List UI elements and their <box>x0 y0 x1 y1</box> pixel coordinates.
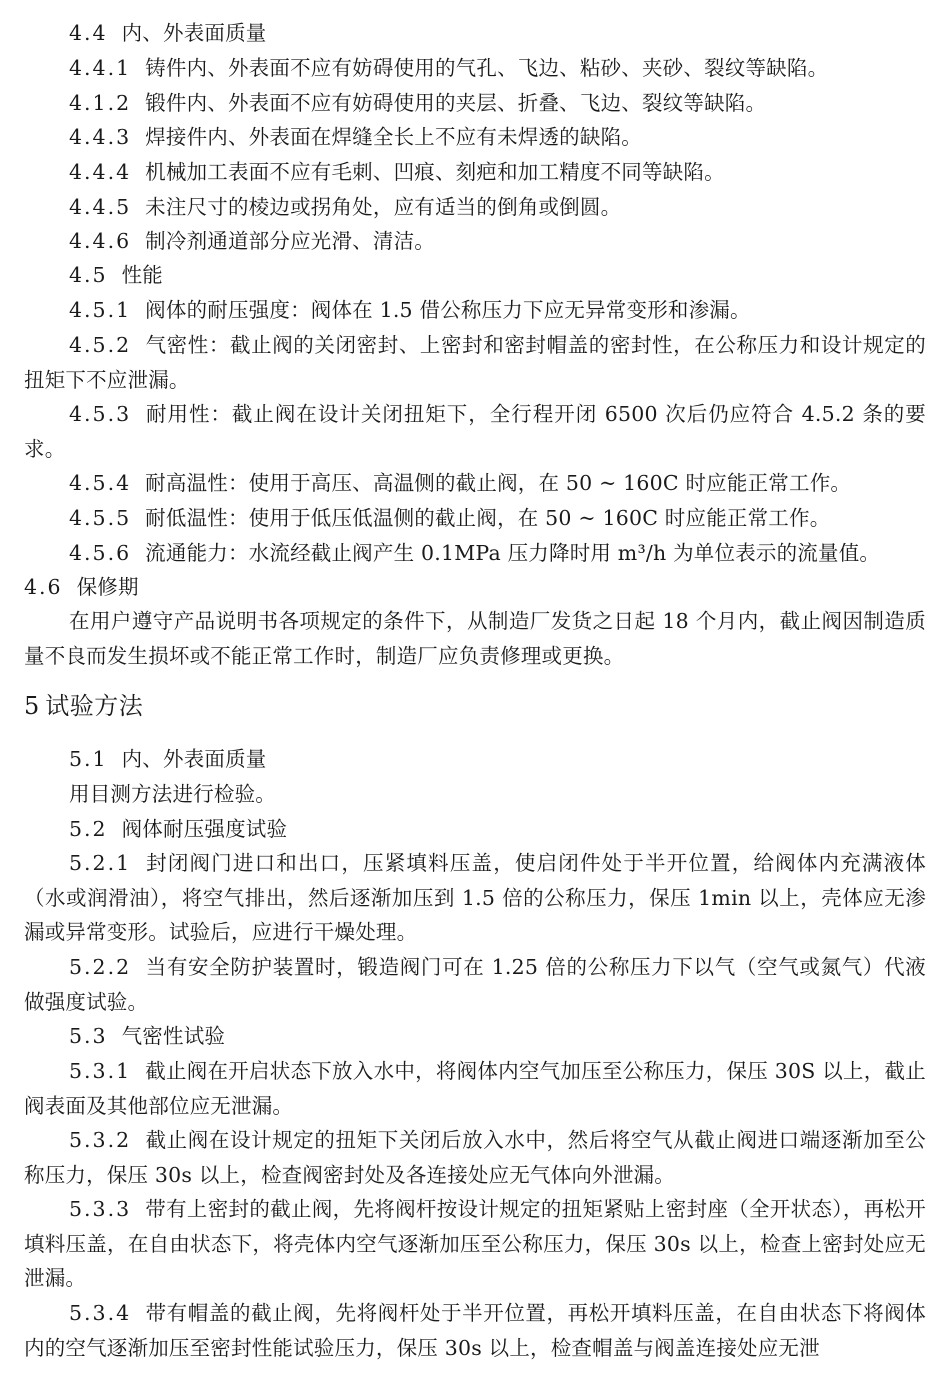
clause-text: 锻件内、外表面不应有妨碍使用的夹层、折叠、飞边、裂纹等缺陷。 <box>145 91 767 115</box>
clause-number: 5.3.1 <box>69 1059 132 1083</box>
clause-4-5-6 <box>24 536 926 571</box>
clause-text: 阀体耐压强度试验 <box>121 817 288 841</box>
clause-text: 带有上密封的截止阀，先将阀杆按设计规定的扭矩紧贴上密封座（全开状态），再松开填料压盖，在自由状态下，将壳体内空气逐渐加压至公称压力，保压 30s 以上，检查上密封处应无泄漏。 <box>24 1197 926 1290</box>
clause-number: 5.3.4 <box>69 1301 132 1325</box>
clause-4-4-5 <box>24 190 926 225</box>
inspection-method-paragraph <box>24 777 926 812</box>
warranty-paragraph <box>24 604 926 673</box>
clause-number: 5.3 <box>69 1024 108 1048</box>
clause-4-5-2 <box>24 328 926 397</box>
clause-text: 焊接件内、外表面在焊缝全长上不应有未焊透的缺陷。 <box>145 125 642 149</box>
clause-number: 4.5 <box>69 263 108 287</box>
clause-text: 耐高温性：使用于高压、高温侧的截止阀，在 50 ~ 160C 时应能正常工作。 <box>145 471 852 495</box>
clause-5-3-3 <box>24 1192 926 1296</box>
clause-text: 截止阀在设计规定的扭矩下关闭后放入水中，然后将空气从截止阀进口端逐渐加至公称压力，保压 30s 以上，检查阀密封处及各连接处应无气体向外泄漏。 <box>24 1128 926 1187</box>
clause-4-1-2 <box>24 86 926 121</box>
clause-5-2-2 <box>24 950 926 1019</box>
clause-4-5-3 <box>24 397 926 466</box>
section-heading-5-3 <box>24 1019 926 1054</box>
clause-text: 当有安全防护装置时，锻造阀门可在 1.25 倍的公称压力下以气（空气或氮气）代液做强度试验。 <box>24 955 926 1014</box>
clause-number: 4.5.5 <box>69 506 132 530</box>
clause-text: 气密性试验 <box>121 1024 226 1048</box>
clause-number: 4.5.4 <box>69 471 132 495</box>
clause-5-2-1 <box>24 846 926 950</box>
clause-text: 在用户遵守产品说明书各项规定的条件下，从制造厂发货之日起 18 个月内，截止阀因制造质量不良而发生损坏或不能正常工作时，制造厂应负责修理或更换。 <box>24 609 926 668</box>
chapter-heading-5 <box>24 688 143 724</box>
clause-text: 截止阀在开启状态下放入水中，将阀体内空气加压至公称压力，保压 30S 以上，截止阀表面及其他部位应无泄漏。 <box>24 1059 926 1118</box>
clause-number: 4.4.3 <box>69 125 132 149</box>
clause-number: 4.4 <box>69 21 108 45</box>
clause-number: 4.4.1 <box>69 56 132 80</box>
clause-number: 4.5.1 <box>69 298 132 322</box>
section-heading-4-4 <box>24 16 926 51</box>
chapter-number: 5 <box>24 692 40 720</box>
clause-text: 性能 <box>121 263 164 287</box>
clause-text: 耐用性：截止阀在设计关闭扭矩下，全行程开闭 6500 次后仍应符合 4.5.2 条的要求。 <box>24 402 926 461</box>
section-heading-5-1 <box>24 742 926 777</box>
clause-number: 5.1 <box>69 747 108 771</box>
clause-4-4-6 <box>24 224 926 259</box>
clause-number: 5.2.1 <box>69 851 132 875</box>
clause-text: 铸件内、外表面不应有妨碍使用的气孔、飞边、粘砂、夹砂、裂纹等缺陷。 <box>145 56 829 80</box>
clause-5-3-1 <box>24 1054 926 1123</box>
chapter-title: 试验方法 <box>45 692 144 720</box>
clause-text: 内、外表面质量 <box>121 747 267 771</box>
clause-4-4-3 <box>24 120 926 155</box>
clause-number: 4.5.2 <box>69 333 132 357</box>
clause-text: 机械加工表面不应有毛刺、凹痕、刻疤和加工精度不同等缺陷。 <box>145 160 725 184</box>
clause-4-4-1 <box>24 51 926 86</box>
clause-4-5-5 <box>24 501 926 536</box>
clause-text: 用目测方法进行检验。 <box>69 782 276 806</box>
clause-number: 5.3.2 <box>69 1128 132 1152</box>
clause-number: 5.2 <box>69 817 108 841</box>
clause-5-3-2 <box>24 1123 926 1192</box>
clause-text: 流通能力：水流经截止阀产生 0.1MPa 压力降时用 m³/h 为单位表示的流量值。 <box>145 541 881 565</box>
clause-number: 5.3.3 <box>69 1197 132 1221</box>
clause-text: 带有帽盖的截止阀，先将阀杆处于半开位置，再松开填料压盖，在自由状态下将阀体内的空气逐渐加压至密封性能试验压力，保压 30s 以上，检查帽盖与阀盖连接处应无泄 <box>24 1301 926 1360</box>
clause-text: 耐低温性：使用于低压低温侧的截止阀，在 50 ~ 160C 时应能正常工作。 <box>145 506 831 530</box>
clause-number: 4.4.4 <box>69 160 132 184</box>
clause-number: 4.4.6 <box>69 229 132 253</box>
clause-text: 阀体的耐压强度：阀体在 1.5 借公称压力下应无异常变形和渗漏。 <box>145 298 751 322</box>
clause-number: 4.1.2 <box>69 91 132 115</box>
clause-number: 5.2.2 <box>69 955 132 979</box>
clause-number: 4.6 <box>24 575 63 599</box>
clause-number: 4.5.3 <box>69 402 132 426</box>
section-heading-5-2 <box>24 812 926 847</box>
clause-text: 制冷剂通道部分应光滑、清洁。 <box>145 229 435 253</box>
clause-number: 4.4.5 <box>69 195 132 219</box>
section-heading-4-5 <box>24 258 926 293</box>
clause-4-5-4 <box>24 466 926 501</box>
clause-4-4-4 <box>24 155 926 190</box>
clause-text: 内、外表面质量 <box>121 21 267 45</box>
clause-number: 4.5.6 <box>69 541 132 565</box>
clause-5-3-4 <box>24 1296 926 1365</box>
clause-4-5-1 <box>24 293 926 328</box>
clause-text: 封闭阀门进口和出口，压紧填料压盖，使启闭件处于半开位置，给阀体内充满液体（水或润滑油），将空气排出，然后逐渐加压到 1.5 倍的公称压力，保压 1min 以上，壳体应无渗漏或异常变形。试验后，应进行干燥处理。 <box>24 851 926 944</box>
clause-text: 气密性：截止阀的关闭密封、上密封和密封帽盖的密封性，在公称压力和设计规定的扭矩下不应泄漏。 <box>24 333 926 392</box>
section-heading-4-6 <box>24 570 926 605</box>
clause-text: 未注尺寸的棱边或拐角处，应有适当的倒角或倒圆。 <box>145 195 622 219</box>
clause-text: 保修期 <box>76 575 139 599</box>
